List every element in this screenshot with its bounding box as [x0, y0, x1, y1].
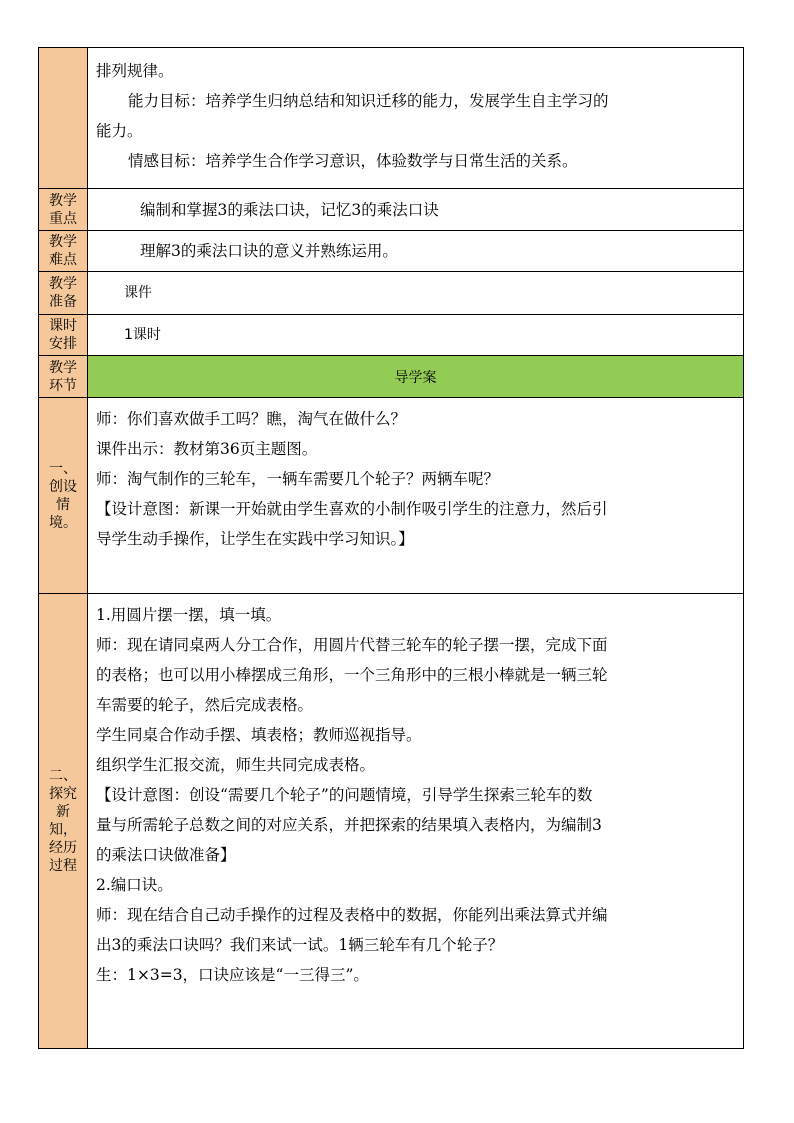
preparation-cell: [88, 272, 744, 315]
difficulties-label: [39, 231, 88, 272]
section2-line: 1.用圆片摆一摆，填一填。: [96, 606, 282, 624]
schedule-text: 1课时: [124, 327, 161, 343]
label-line: 难点: [49, 252, 77, 268]
label-line: 创设: [49, 478, 77, 495]
section1-cell: [88, 398, 744, 594]
label-line: 重点: [49, 210, 77, 227]
objectives-line: 能力。: [96, 122, 143, 140]
label-line: 探究: [49, 786, 77, 802]
preparation-text: 课件: [124, 285, 152, 301]
label-line: 环节: [49, 377, 77, 394]
key-points-cell: [88, 189, 744, 231]
schedule-row: [39, 315, 744, 356]
section2-line: 的表格；也可以用小棒摆成三角形，一个三角形中的三根小棒就是一辆三轮: [96, 666, 608, 684]
label-line: 教学: [49, 192, 77, 209]
design-intent: 量与所需轮子总数之间的对应关系，并把探索的结果填入表格内，为编制3: [96, 816, 602, 834]
guided-learning-title: 导学案: [394, 369, 437, 386]
stage-header-cell: [88, 356, 744, 398]
label-line: 新: [56, 804, 70, 820]
schedule-label: [39, 315, 88, 356]
label-line: 安排: [49, 336, 77, 352]
objectives-line: 排列规律。: [96, 62, 174, 80]
preparation-label: [39, 272, 88, 315]
difficulties-cell: [88, 231, 744, 272]
design-intent: 的乘法口诀做准备】: [96, 846, 236, 864]
schedule-cell: [88, 315, 744, 356]
section1-line: 师：淘气制作的三轮车，一辆车需要几个轮子？两辆车呢？: [96, 470, 500, 488]
design-intent: 【设计意图：创设“需要几个轮子”的问题情境，引导学生探索三轮车的数: [96, 786, 593, 804]
label-line: 一、: [49, 460, 77, 477]
key-points-text: 编制和掌握3的乘法口诀，记忆3的乘法口诀: [140, 200, 439, 219]
key-points-label: [39, 189, 88, 231]
lesson-plan-table: [38, 47, 744, 1049]
objectives-row: [39, 48, 744, 189]
label-line: 课时: [49, 318, 77, 334]
section2-cell: [88, 594, 744, 1049]
section2-line: 出3的乘法口诀吗？我们来试一试。1辆三轮车有几个轮子？: [96, 936, 504, 954]
section2-line: 组织学生汇报交流，师生共同完成表格。: [96, 756, 376, 774]
label-line: 知，: [49, 822, 77, 838]
difficulties-text: 理解3的乘法口诀的意义并熟练运用。: [140, 242, 398, 260]
section1-line: 师：你们喜欢做手工吗？瞧，淘气在做什么？: [96, 410, 407, 428]
objectives-cell: [88, 48, 744, 189]
section2-line: 师：现在请同桌两人分工合作，用圆片代替三轮车的轮子摆一摆，完成下面: [96, 636, 608, 654]
label-line: 准备: [49, 294, 77, 310]
label-line: 教学: [49, 359, 77, 376]
section2-line: 车需要的轮子，然后完成表格。: [96, 696, 314, 714]
emotion-objective: 情感目标：培养学生合作学习意识，体验数学与日常生活的关系。: [128, 152, 578, 170]
label-line: 二、: [49, 768, 77, 784]
design-intent: 导学生动手操作，让学生在实践中学习知识。】: [96, 530, 414, 548]
ability-objective: 能力目标：培养学生归纳总结和知识迁移的能力，发展学生自主学习的: [128, 92, 609, 110]
section1-label: [39, 398, 88, 594]
section2-label: [39, 594, 88, 1049]
section2-line: 学生同桌合作动手摆、填表格；教师巡视指导。: [96, 726, 422, 744]
label-line: 境。: [49, 514, 77, 531]
label-line: 教学: [49, 234, 77, 250]
section2-row: [39, 594, 744, 1049]
label-line: 情: [56, 496, 70, 513]
label-line: 经历: [49, 840, 77, 856]
stage-row: [39, 356, 744, 398]
difficulties-row: [39, 231, 744, 272]
stage-label: [39, 356, 88, 398]
label-line: 过程: [49, 858, 77, 874]
design-intent: 【设计意图：新课一开始就由学生喜欢的小制作吸引学生的注意力，然后引: [96, 500, 608, 518]
section1-row: [39, 398, 744, 594]
section2-line: 2.编口诀。: [96, 876, 173, 894]
section2-line: 生：1×3=3，口诀应该是“一三得三”。: [96, 966, 369, 984]
key-points-row: [39, 189, 744, 231]
objectives-label-cell: [39, 48, 88, 189]
section2-line: 师：现在结合自己动手操作的过程及表格中的数据，你能列出乘法算式并编: [96, 906, 608, 924]
label-line: 教学: [49, 276, 77, 292]
preparation-row: [39, 272, 744, 315]
section1-line: 课件出示：教材第36页主题图。: [96, 440, 318, 458]
